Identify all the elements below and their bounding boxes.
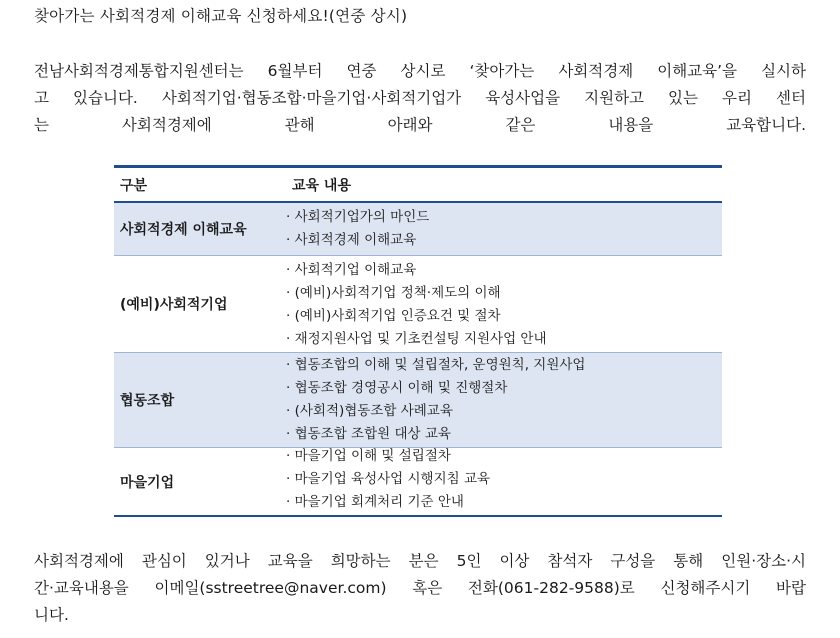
row-items [286, 354, 585, 446]
table-row [114, 256, 722, 352]
intro-paragraph [34, 58, 806, 139]
row-item: · 마을기업 회계처리 기준 안내 [286, 491, 490, 514]
closing-line: 간·교육내용을 이메일(sstreetree@naver.com) 혹은 전화(061-282-9588)로 신청해주시기 바랍 [34, 579, 806, 597]
row-item: · 마을기업 이해 및 설립절차 [286, 445, 490, 468]
row-item: · 사회적경제 이해교육 [286, 229, 429, 252]
row-item: · 협동조합의 이해 및 설립절차, 운영원칙, 지원사업 [286, 354, 585, 377]
intro-line: 고 있습니다. 사회적기업·협동조합·마을기업·사회적기업가 육성사업을 지원하고 있는 우리 센터 [34, 89, 806, 107]
table-top-rule [114, 165, 722, 168]
row-item: · 협동조합 조합원 대상 교육 [286, 423, 585, 446]
row-item: · (사회적)협동조합 사례교육 [286, 400, 585, 423]
table-row [114, 448, 722, 515]
document-title: 찾아가는 사회적경제 이해교육 신청하세요!(연중 상시) [34, 7, 408, 25]
row-item: · 협동조합 경영공시 이해 및 진행절차 [286, 377, 585, 400]
row-item: · 마을기업 육성사업 시행지침 교육 [286, 468, 490, 491]
intro-line: 전남사회적경제통합지원센터는 6월부터 연중 상시로 ‘찾아가는 사회적경제 이해교육’을 실시하 [34, 62, 806, 80]
row-category: 마을기업 [120, 474, 175, 491]
table-row [114, 353, 722, 447]
table-header-content: 교육 내용 [292, 178, 351, 194]
closing-paragraph [34, 548, 806, 629]
row-items [286, 206, 429, 252]
row-item: · 재정지원사업 및 기초컨설팅 지원사업 안내 [286, 328, 547, 351]
intro-line: 는 사회적경제에 관해 아래와 같은 내용을 교육합니다. [34, 116, 806, 134]
table-header-category: 구분 [120, 178, 148, 194]
row-items [286, 259, 547, 351]
row-items [286, 445, 490, 514]
row-category: (예비)사회적기업 [120, 297, 228, 313]
table-bottom-rule [114, 515, 722, 517]
row-item: · (예비)사회적기업 인증요건 및 절차 [286, 305, 547, 328]
closing-line: 니다. [34, 606, 69, 624]
row-category: 사회적경제 이해교육 [120, 222, 247, 238]
row-item: · (예비)사회적기업 정책·제도의 이해 [286, 282, 547, 305]
row-category: 협동조합 [120, 393, 175, 409]
closing-line: 사회적경제에 관심이 있거나 교육을 희망하는 분은 5인 이상 참석자 구성을 통해 인원·장소·시 [34, 552, 806, 570]
row-item: · 사회적기업 이해교육 [286, 259, 547, 282]
table-row [114, 203, 722, 255]
row-item: · 사회적기업가의 마인드 [286, 206, 429, 229]
